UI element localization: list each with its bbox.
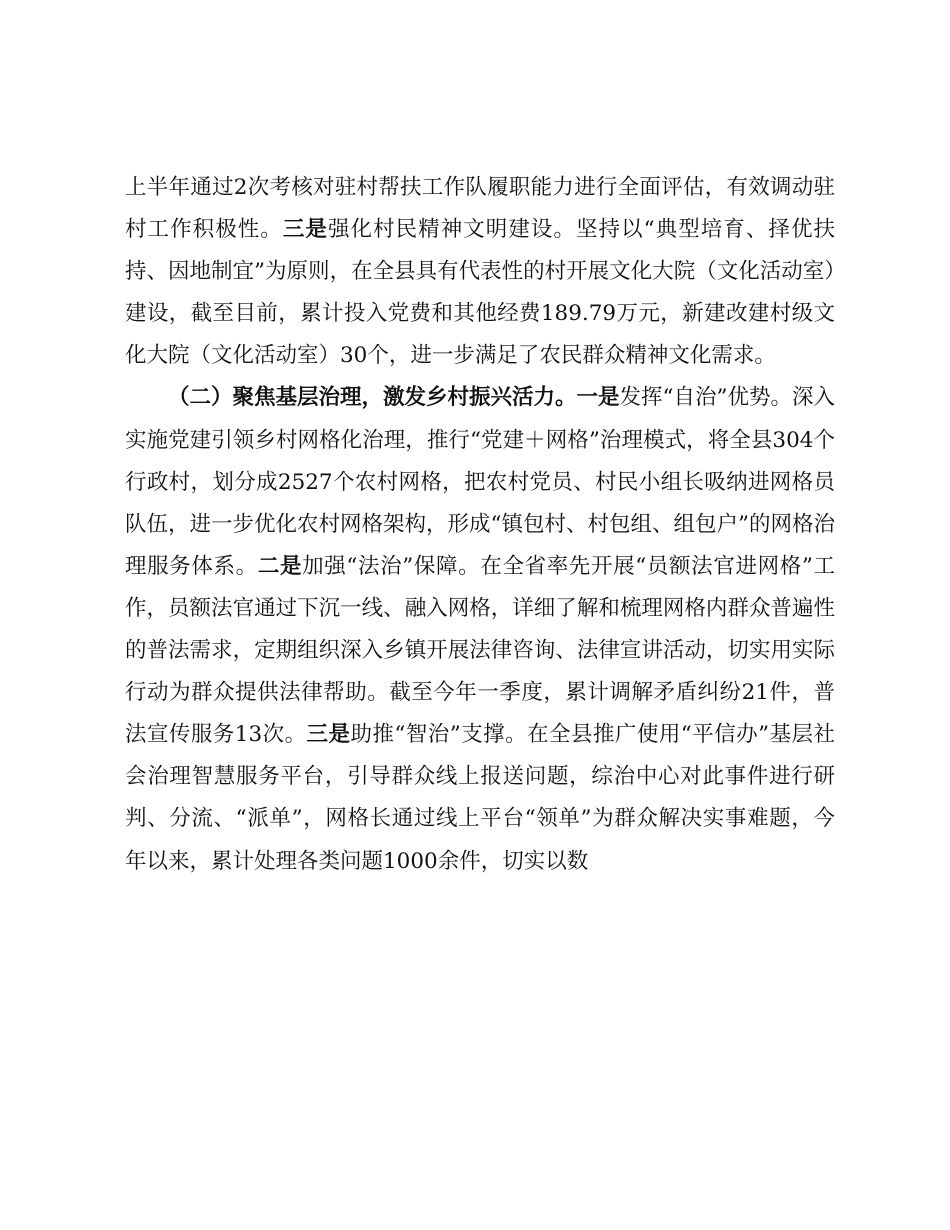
text-segment: 发挥“自治”优势。深入实施党建引领乡村网格化治理，推行“党建＋网格”治理模式，将全县304个行政村，划分成2527个农村网格，把农村党员、村民小组长吸纳进网格员队伍，进一步优化农村网格架构，形成“镇包村、村包组、组包户”的网格治理服务体系。: [125, 385, 836, 579]
text-segment: 上半年通过2次考核对驻村帮扶工作队履职能力进行全面评估，有效调动驻村工作积极性。: [125, 175, 835, 243]
bold-marker-third: 三是: [306, 722, 351, 748]
bold-marker-first: 一是: [576, 385, 620, 411]
document-body: [125, 167, 835, 883]
bold-marker-second: 二是: [257, 553, 303, 579]
paragraph-cultural-construction: [125, 167, 835, 377]
text-segment: 助推“智治”支撑。在全县推广使用“平信办”基层社会治理智慧服务平台，引导群众线上报送问题，综治中心对此事件进行研判、分流、“派单”，网格长通过线上平台“领单”为群众解决实事难题，今年以来，累计处理各类问题1000余件，切实以数: [125, 722, 836, 874]
bold-marker-third: 三是: [282, 217, 328, 243]
section-heading: （二）聚焦基层治理，激发乡村振兴活力。: [168, 385, 577, 411]
text-segment: 强化村民精神文明建设。坚持以“典型培育、择优扶持、因地制宜”为原则，在全县具有代表性的村开展文化大院（文化活动室）建设，截至目前，累计投入党费和其他经费189.79万元，新建改建村级文化大院（文化活动室）30个，进一步满足了农民群众精神文化需求。: [125, 217, 835, 369]
text-segment: 加强“法治”保障。在全省率先开展“员额法官进网格”工作，员额法官通过下沉一线、融入网格，详细了解和梳理网格内群众普遍性的普法需求，定期组织深入乡镇开展法律咨询、法律宣讲活动，切实用实际行动为群众提供法律帮助。截至今年一季度，累计调解矛盾纠纷21件，普法宣传服务13次。: [125, 553, 835, 748]
paragraph-grassroots-governance: [125, 377, 835, 882]
